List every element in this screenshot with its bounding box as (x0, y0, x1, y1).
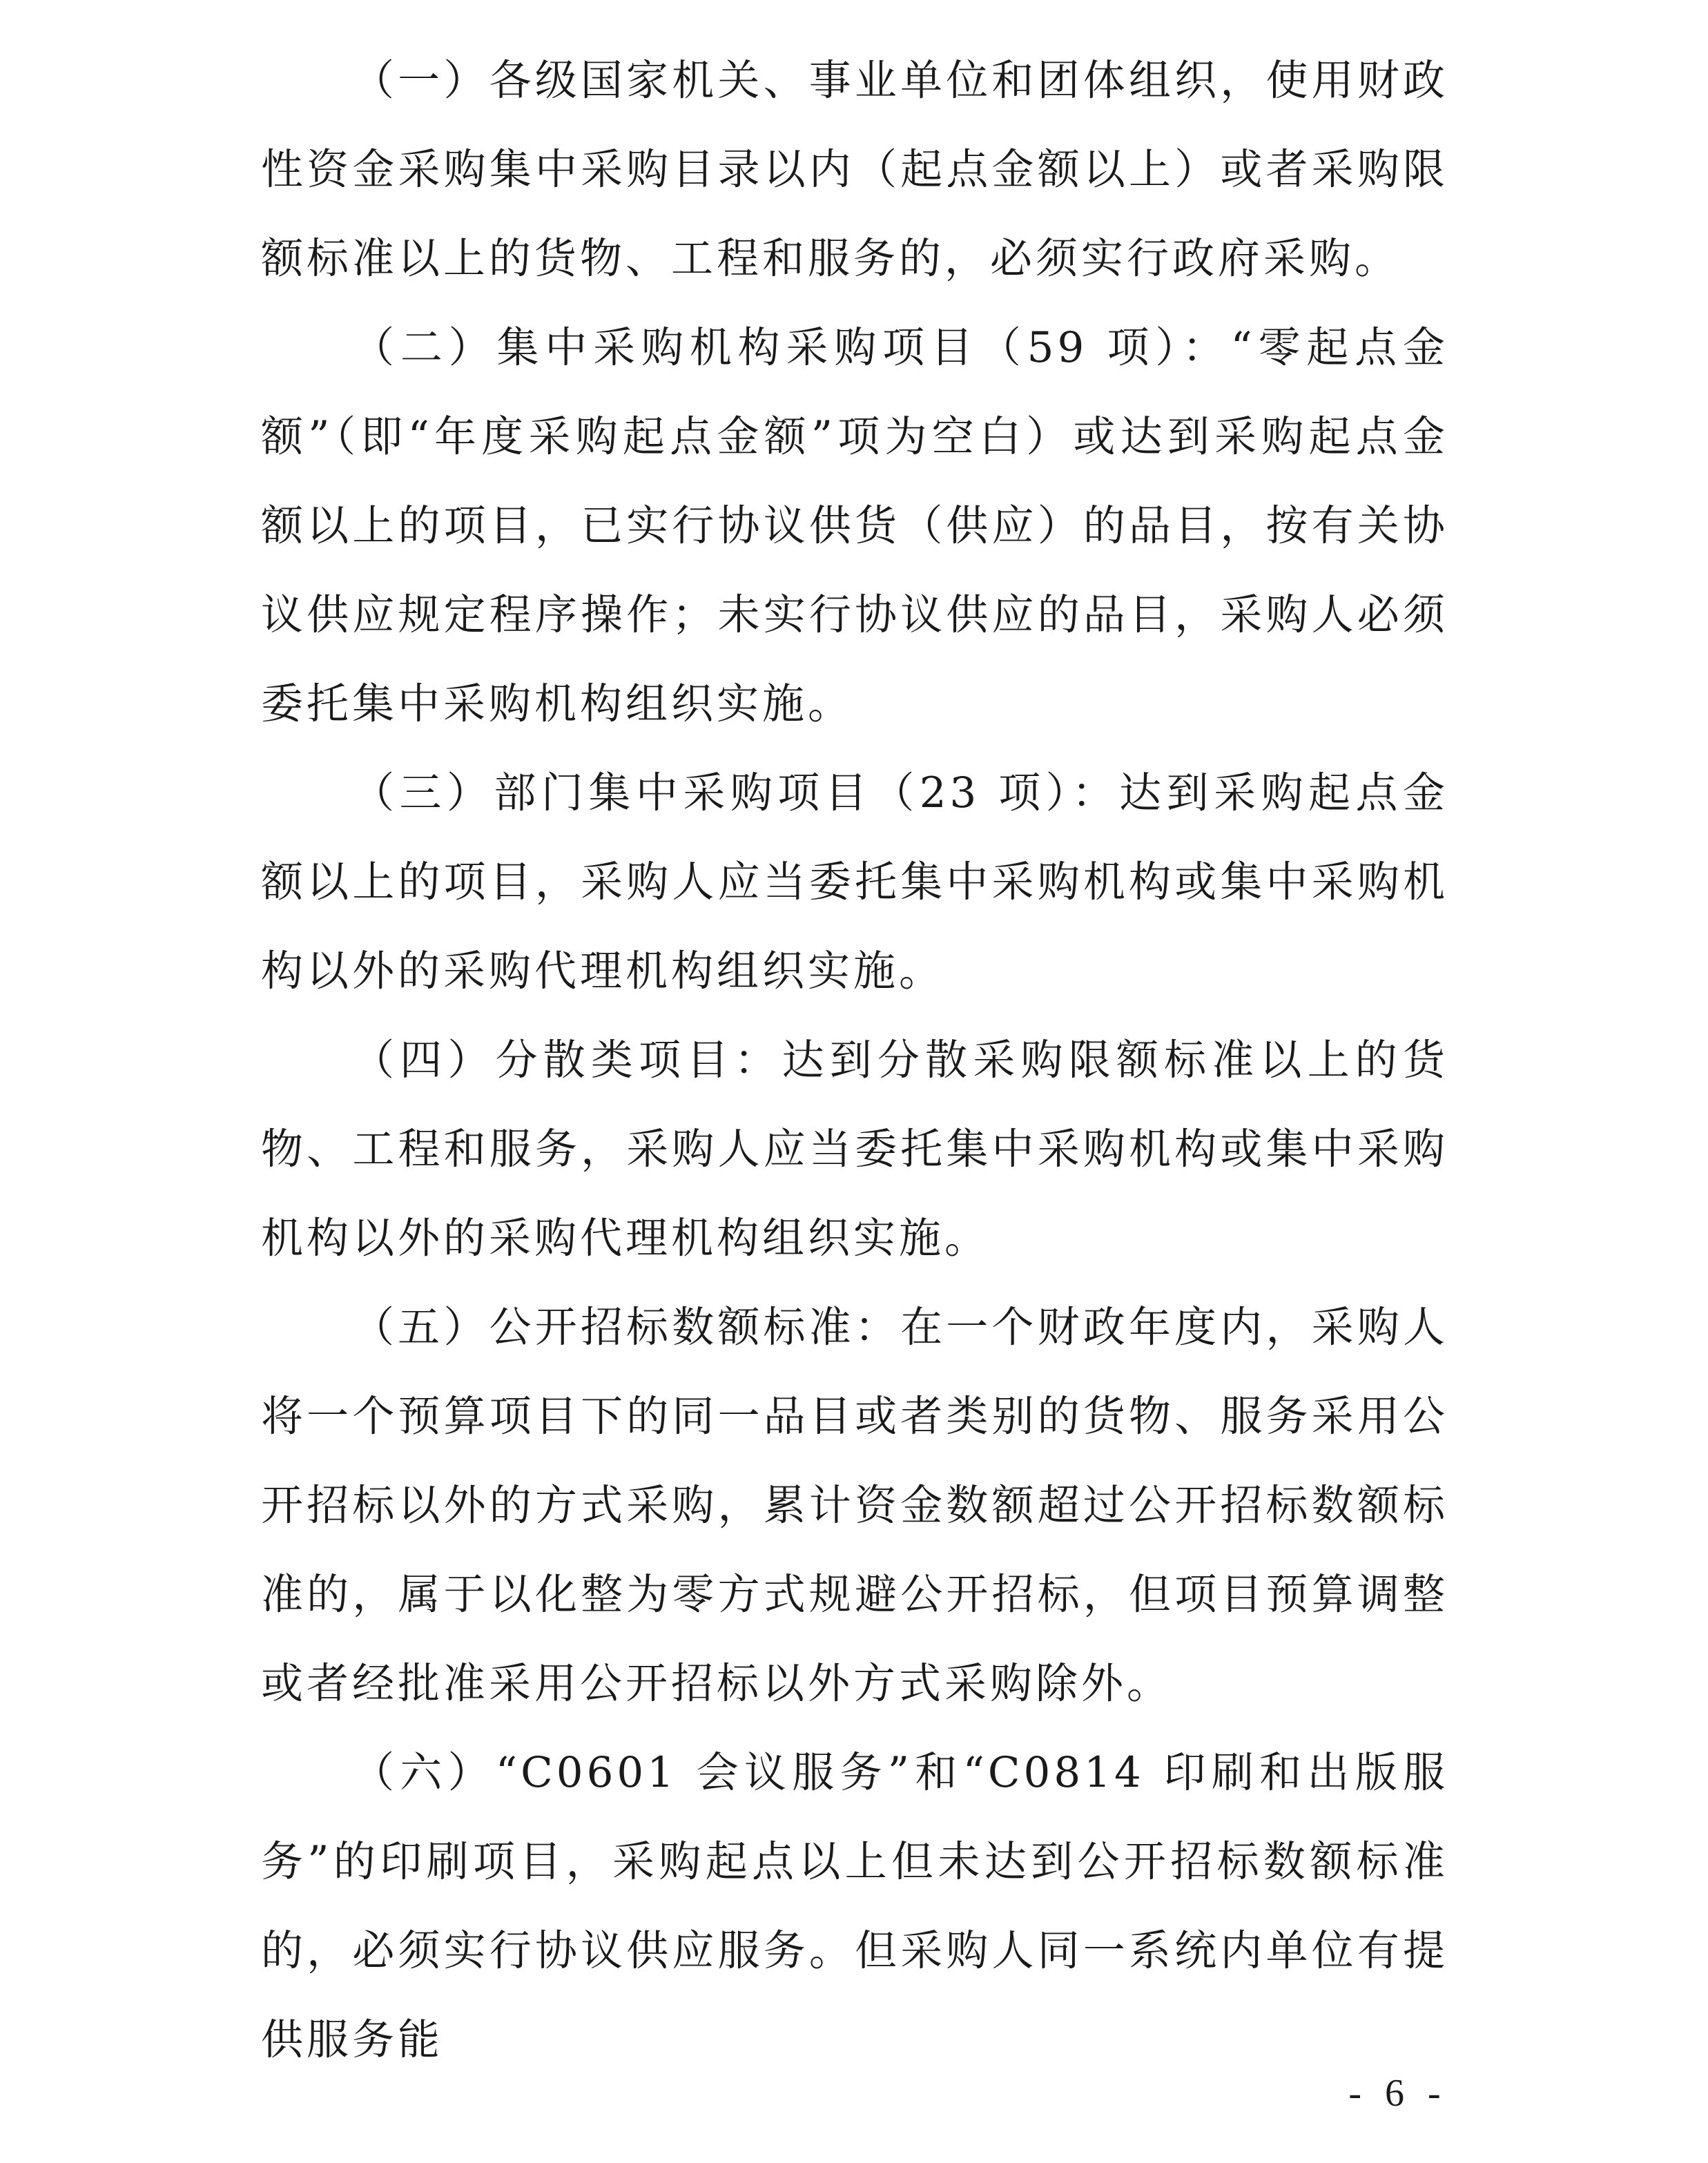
document-body (261, 36, 1448, 2084)
paragraph-5: （五）公开招标数额标准：在一个财政年度内，采购人将一个预算项目下的同一品目或者类别的货物、服务采用公开招标以外的方式采购，累计资金数额超过公开招标数额标准的，属于以化整为零方式规避公开招标，但项目预算调整或者经批准采用公开招标以外方式采购除外。 (261, 1303, 1448, 1708)
paragraph-3: （三）部门集中采购项目（23 项）：达到采购起点金额以上的项目，采购人应当委托集中采购机构或集中采购机构以外的采购代理机构组织实施。 (261, 768, 1448, 996)
paragraph-1: （一）各级国家机关、事业单位和团体组织，使用财政性资金采购集中采购目录以内（起点金额以上）或者采购限额标准以上的货物、工程和服务的，必须实行政府采购。 (261, 56, 1448, 283)
paragraph-6: （六）“C0601 会议服务”和“C0814 印刷和出版服务”的印刷项目，采购起点以上但未达到公开招标数额标准的，必须实行协议供应服务。但采购人同一系统内单位有提供服务能 (261, 1748, 1448, 2064)
page-number: - 6 - (1348, 2072, 1448, 2115)
paragraph-2: （二）集中采购机构采购项目（59 项）：“零起点金额”（即“年度采购起点金额”项为空白）或达到采购起点金额以上的项目，已实行协议供货（供应）的品目，按有关协议供应规定程序操作；未实行协议供应的品目，采购人必须委托集中采购机构组织实施。 (261, 323, 1448, 728)
paragraph-4: （四）分散类项目：达到分散采购限额标准以上的货物、工程和服务，采购人应当委托集中采购机构或集中采购机构以外的采购代理机构组织实施。 (261, 1036, 1448, 1263)
